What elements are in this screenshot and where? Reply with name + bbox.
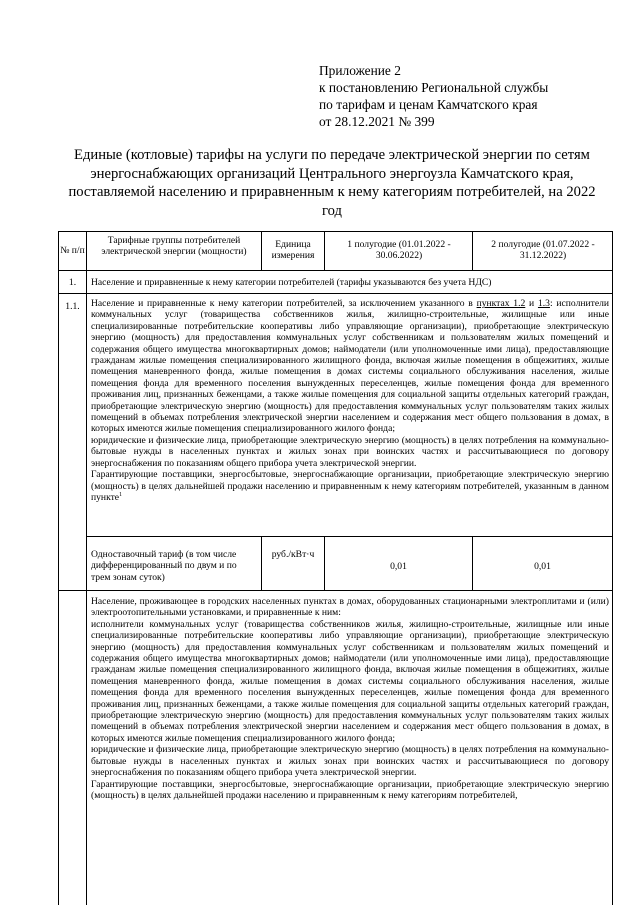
column-divider: [86, 231, 87, 905]
row-divider: [58, 293, 613, 294]
tariff-table: [58, 231, 613, 905]
tariff-unit: руб./кВт·ч: [271, 549, 315, 560]
header-half2: 2 полугодие (01.07.2022 - 31.12.2022): [491, 239, 595, 262]
link-clause-1-2[interactable]: пунктах 1.2: [476, 298, 526, 309]
row12-para1: Население, проживающее в городских населенных пунктах в домах, оборудованных стационарными электроплитами и (или) электроотопительными установками, и приравненные к ним:: [91, 596, 609, 619]
column-divider: [472, 231, 473, 270]
row12-description: [91, 596, 609, 801]
row11-text-pre: Население и приравненные к нему категории потребителей, за исключением указанного в: [91, 298, 477, 309]
document-title: Единые (котловые) тарифы на услуги по передаче электрической энергии по сетям энергоснабжающих организаций Центрального энергоузла Камчатского края, поставляемой населению и приравненным к нему категориям потребителей, на 2022 год: [68, 147, 596, 219]
link-clause-1-3[interactable]: 1.3: [537, 298, 550, 309]
row1-num: 1.: [68, 277, 77, 288]
row11-text-and: и: [525, 298, 538, 309]
tariff-value-half1: 0,01: [390, 561, 407, 572]
tariff-label: Одноставочный тариф (в том числе дифференцированный по двум и по трем зонам суток): [91, 549, 237, 583]
row11-para2: юридические и физические лица, приобретающие электрическую энергию (мощность) в целях потребления на коммунально-бытовые нужды в населенных пунктах и жилых зонах при воинских частях и рассчитывающиеся по договору энергоснабжения по показаниям общего прибора учета электрической энергии.: [91, 434, 609, 469]
row-divider: [58, 270, 613, 271]
tariff-value-half2: 0,01: [534, 561, 551, 572]
column-divider: [261, 231, 262, 270]
appendix-line: от 28.12.2021 № 399: [319, 114, 435, 129]
appendix-line: Приложение 2: [319, 63, 401, 78]
row-divider: [58, 590, 613, 591]
table-border-top: [58, 231, 613, 232]
row11-para3-text: Гарантирующие поставщики, энергосбытовые, энергоснабжающие организации, приобретающие электрическую энергию (мощность) в целях дальнейшей продажи населению и приравненным к нему категориям потребителей, указанным в данном пункте: [91, 469, 609, 503]
row12-para2: исполнители коммунальных услуг (товарищества собственников жилья, жилищно-строительные, жилищные или иные специализированные потребительские кооперативы либо управляющие организации), приобретающие электрическую энергию (мощность) для предоставления коммунальных услуг собственникам и пользователям жилых помещений и содержания общего имущества многоквартирных домов; наймодатели (или уполномоченные ими лица), предоставляющие гражданам жилые помещения специализированного жилищного фонда, включая жилые помещения в общежитиях, жилые помещения маневренного фонда, жилые помещения в домах системы социального обслуживания населения, жилые помещения фонда для временного поселения вынужденных переселенцев, жилые помещения фонда для временного проживания лиц, признанных беженцами, а также жилые помещения для социальной защиты отдельных категорий граждан, приобретающие электрическую энергию (мощность) для предоставления коммунальных услуг пользователям таких жилых помещений в объемах потребления электрической энергии населением и содержания мест общего пользования в домах, в которых имеются жилые помещения специализированного жилого фонда;: [91, 618, 609, 744]
row11-description: [91, 298, 609, 503]
row1-text: Население и приравненные к нему категории потребителей (тарифы указываются без учета НДС): [91, 277, 492, 288]
row11-num: 1.1.: [65, 301, 80, 312]
appendix-block: [319, 62, 619, 130]
row11-para3: [91, 469, 609, 503]
table-border-left: [58, 231, 59, 905]
row11-text-post: : исполнители коммунальных услуг (товарищества собственников жилья, жилищно-строительные, жилищные или иные специализированные потребительские кооперативы либо управляющие организации), приобретающие электрическую энергию (мощность) для предоставления коммунальных услуг собственникам и пользователям жилых помещений и содержания общего имущества многоквартирных домов; наймодатели (или уполномоченные ими лица), предоставляющие гражданам жилые помещения специализированного жилищного фонда, включая жилые помещения в общежитиях, жилые помещения маневренного фонда, жилые помещения в домах системы социального обслуживания населения, жилые помещения фонда для временного поселения вынужденных переселенцев, жилые помещения фонда для временного проживания лиц, признанных беженцами, а также жилые помещения для социальной защиты отдельных категорий граждан, приобретающие электрическую энергию (мощность) для предоставления коммунальных услуг пользователям таких жилых помещений в объемах потребления электрической энергии населением и содержания мест общего пользования в домах, в которых имеются жилые помещения специализированного жилого фонда;: [91, 298, 609, 435]
header-half1: 1 полугодие (01.01.2022 - 30.06.2022): [347, 239, 451, 262]
row11-para1: [91, 298, 609, 435]
header-unit: Единица измерения: [271, 239, 315, 262]
appendix-line: по тарифам и ценам Камчатского края: [319, 97, 538, 112]
appendix-line: к постановлению Региональной службы: [319, 80, 549, 95]
row12-para3: юридические и физические лица, приобретающие электрическую энергию (мощность) в целях потребления на коммунально-бытовые нужды в населенных пунктах и жилых зонах при воинских частях и рассчитывающиеся по договору энергоснабжения по показаниям общего прибора учета электрической энергии.: [91, 744, 609, 779]
column-divider: [324, 231, 325, 270]
row12-para4: Гарантирующие поставщики, энергосбытовые, энергоснабжающие организации, приобретающие электрическую энергию (мощность) в целях дальнейшей продажи населению и приравненным к нему категориям потребителей,: [91, 778, 609, 801]
subrow-divider: [86, 536, 613, 537]
header-group: Тарифные группы потребителей электрической энергии (мощности): [101, 235, 247, 258]
header-num: № п/п: [60, 245, 85, 256]
table-border-right: [612, 231, 613, 905]
column-divider: [261, 536, 262, 590]
footnote-mark: 1: [119, 491, 123, 498]
